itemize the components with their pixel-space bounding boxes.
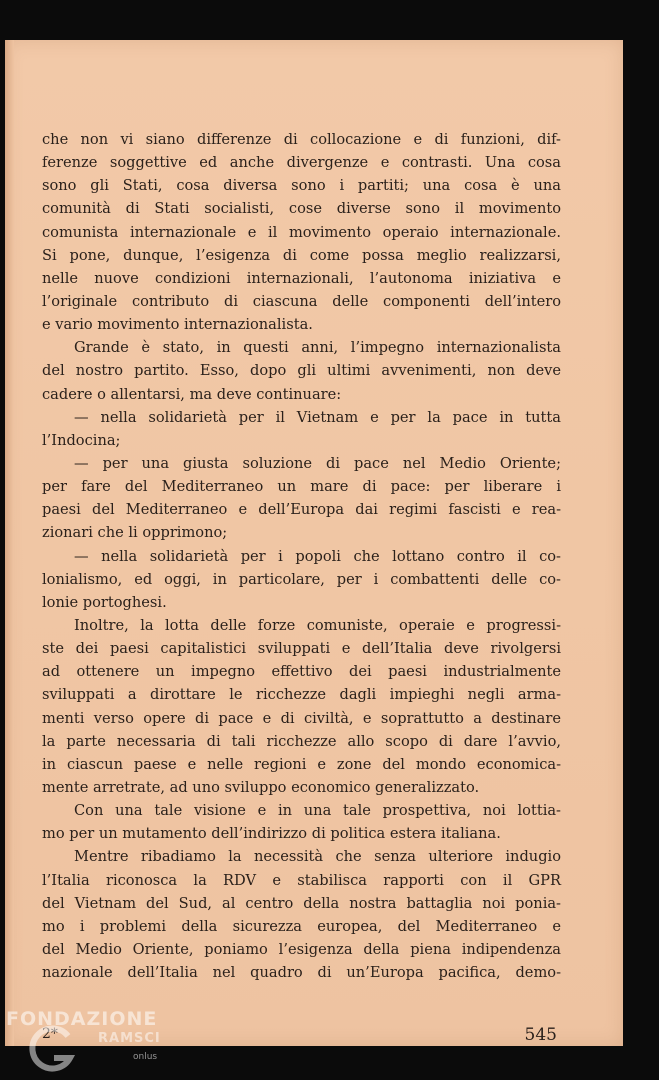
text-line: Mentre ribadiamo la necessità che senza ulteriore indugio	[74, 848, 561, 866]
body-text	[42, 128, 561, 984]
text-line: l’Italia riconosca la RDV e stabilisca rapporti con il GPR	[42, 871, 561, 889]
text-line: del Vietnam del Sud, al centro della nostra battaglia noi ponia-	[42, 894, 561, 912]
page-number: 545	[524, 1025, 557, 1045]
text-line: l’originale contributo di ciascuna delle componenti dell’intero	[42, 292, 561, 310]
text-line: sono gli Stati, cosa diversa sono i partiti; una cosa è una	[42, 177, 561, 195]
signature-mark: 2*	[42, 1026, 58, 1042]
text-line: paesi del Mediterraneo e dell’Europa dai regimi fascisti e rea-	[42, 501, 561, 519]
watermark-name: FONDAZIONE	[6, 1008, 158, 1030]
text-line: mente arretrate, ad uno sviluppo economico generalizzato.	[42, 778, 480, 796]
text-line: ad ottenere un impegno effettivo dei paesi industrialmente	[42, 663, 561, 681]
text-line: — nella solidarietà per i popoli che lottano contro il co-	[74, 547, 561, 565]
text-line: nazionale dell’Italia nel quadro di un’Europa pacifica, demo-	[42, 964, 561, 982]
text-line: Inoltre, la lotta delle forze comuniste, operaie e progressi-	[74, 616, 561, 634]
page-spine-shadow	[5, 40, 14, 1046]
text-line: che non vi siano differenze di collocazione e di funzioni, dif-	[42, 131, 561, 148]
text-line: — per una giusta soluzione di pace nel Medio Oriente;	[74, 454, 561, 472]
text-line: Grande è stato, in questi anni, l’impegno internazionalista	[74, 339, 561, 357]
text-line: ste dei paesi capitalistici sviluppati e dell’Italia deve rivolgersi	[42, 640, 561, 658]
text-line: Si pone, dunque, l’esigenza di come possa meglio realizzarsi,	[42, 246, 561, 264]
text-line: ferenze soggettive ed anche divergenze e contrasti. Una cosa	[42, 154, 561, 172]
watermark-onlus: onlus	[133, 1052, 158, 1062]
text-line: lonialismo, ed oggi, in particolare, per i combattenti delle co-	[42, 570, 561, 588]
text-line: del nostro partito. Esso, dopo gli ultimi avvenimenti, non deve	[42, 362, 561, 380]
watermark-sub: RAMSCI	[98, 1031, 161, 1046]
text-line: e vario movimento internazionalista.	[42, 316, 313, 334]
text-line: l’Indocina;	[42, 431, 121, 449]
text-line: la parte necessaria di tali ricchezze allo scopo di dare l’avvio,	[42, 732, 561, 750]
text-line: mo i problemi della sicurezza europea, del Mediterraneo e	[42, 917, 561, 935]
text-line: Con una tale visione e in una tale prospettiva, noi lottia-	[74, 802, 561, 820]
text-line: menti verso opere di pace e di civiltà, e soprattutto a destinare	[42, 709, 561, 727]
text-line: comunista internazionale e il movimento operaio internazionale.	[42, 223, 561, 241]
text-line: comunità di Stati socialisti, cose diverse sono il movimento	[42, 200, 561, 218]
text-line: del Medio Oriente, poniamo l’esigenza della piena indipendenza	[42, 940, 561, 958]
text-line: sviluppati a dirottare le ricchezze dagli impieghi negli arma-	[42, 686, 561, 704]
text-line: nelle nuove condizioni internazionali, l’autonoma iniziativa e	[42, 269, 561, 287]
text-line: lonie portoghesi.	[42, 593, 167, 611]
text-line: cadere o allentarsi, ma deve continuare:	[42, 385, 342, 403]
text-line: in ciascun paese e nelle regioni e zone del mondo economica-	[42, 755, 561, 773]
text-line: per fare del Mediterraneo un mare di pace: per liberare i	[42, 478, 561, 496]
text-line: mo per un mutamento dell’indirizzo di politica estera italiana.	[42, 825, 501, 843]
text-line: — nella solidarietà per il Vietnam e per la pace in tutta	[74, 408, 561, 426]
book-page	[5, 40, 623, 1046]
text-line: zionari che li opprimono;	[42, 524, 228, 542]
